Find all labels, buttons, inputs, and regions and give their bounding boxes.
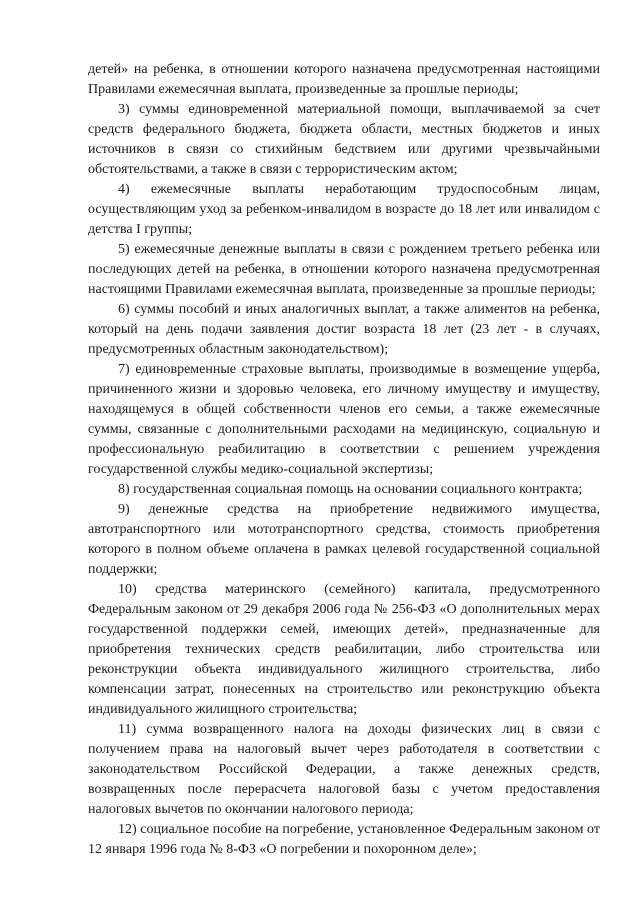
paragraph-item-10: 10) средства материнского (семейного) капитала, предусмотренного Федеральным законом от 29 декабря 2006 года № 256-ФЗ «О дополнительных мерах государственной поддержки семей, имеющих детей», предназначенные для приобретения технических средств реабилитации, либо строительства или реконструкции объекта индивидуального жилищного строительства, либо компенсации затрат, понесенных на строительство или реконструкцию объекта индивидуального жилищного строительства;: [88, 582, 600, 717]
paragraph-item-3: 3) суммы единовременной материальной помощи, выплачиваемой за счет средств федерального бюджета, бюджета области, местных бюджетов и иных источников в связи со стихийным бедствием или другими чрезвычайными обстоятельствами, а также в связи с террористическим актом;: [88, 102, 600, 177]
paragraph-item-6: 6) суммы пособий и иных аналогичных выплат, а также алиментов на ребенка, который на день подачи заявления достиг возраста 18 лет (23 лет - в случаях, предусмотренных областным законодательством);: [88, 302, 600, 357]
paragraph-item-9: 9) денежные средства на приобретение недвижимого имущества, автотранспортного или мототранспортного средства, стоимость приобретения которого в полном объеме оплачена в рамках целевой государственной социальной поддержки;: [88, 502, 600, 577]
paragraph-item-5: 5) ежемесячные денежные выплаты в связи с рождением третьего ребенка или последующих детей на ребенка, в отношении которого назначена предусмотренная настоящими Правилами ежемесячная выплата, произведенные за прошлые периоды;: [88, 242, 600, 297]
paragraph-item-11: 11) сумма возвращенного налога на доходы физических лиц в связи с получением права на налоговый вычет через работодателя в соответствии с законодательством Российской Федерации, а также денежных средств, возвращенных после перерасчета налоговой базы с учетом предоставления налоговых вычетов по окончании налогового периода;: [88, 722, 600, 817]
paragraph-item-4: 4) ежемесячные выплаты неработающим трудоспособным лицам, осуществляющим уход за ребенком-инвалидом в возрасте до 18 лет или инвалидом с детства I группы;: [88, 182, 600, 237]
paragraph-continuation: детей» на ребенка, в отношении которого назначена предусмотренная настоящими Правилами ежемесячная выплата, произведенные за прошлые периоды;: [88, 62, 600, 97]
paragraph-item-7: 7) единовременные страховые выплаты, производимые в возмещение ущерба, причиненного жизни и здоровью человека, его личному имуществу и имуществу, находящемуся в общей собственности членов его семьи, а также ежемесячные суммы, связанные с дополнительными расходами на медицинскую, социальную и профессиональную реабилитацию в соответствии с решением учреждения государственной службы медико-социальной экспертизы;: [88, 362, 600, 477]
paragraph-item-8: 8) государственная социальная помощь на основании социального контракта;: [118, 482, 583, 497]
document-page: [88, 60, 600, 860]
paragraph-item-12: 12) социальное пособие на погребение, установленное Федеральным законом от 12 января 1996 года № 8-ФЗ «О погребении и похоронном деле»;: [88, 822, 600, 857]
